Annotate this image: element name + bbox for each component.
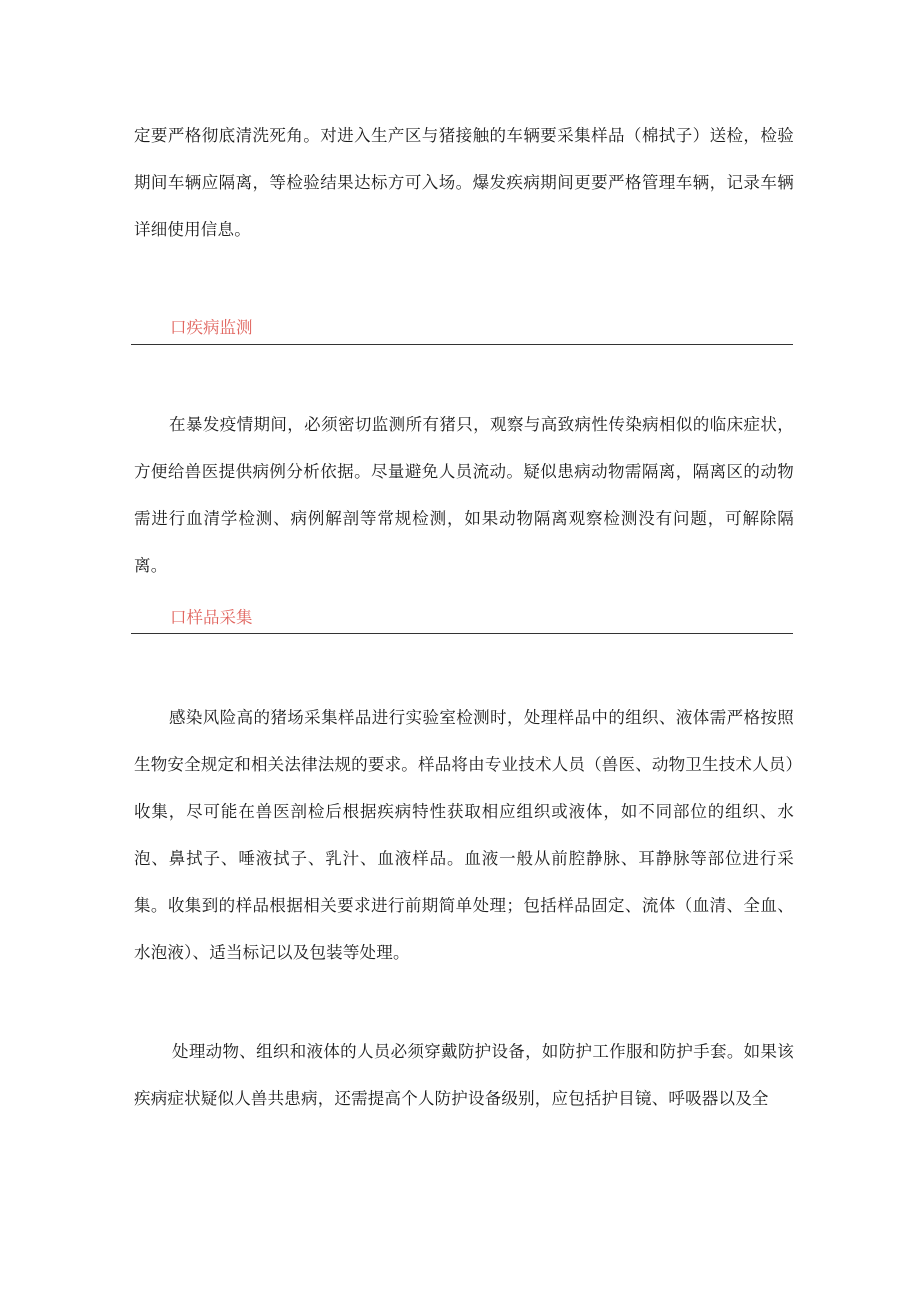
paragraph-vehicle-cleaning: 定要严格彻底清洗死角。对进入生产区与猪接触的车辆要采集样品（棉拭子）送检，检验期间车辆应隔离，等检验结果达标方可入场。爆发疾病期间更要严格管理车辆，记录车辆详细使用信息。 [134, 126, 794, 239]
section-heading-sample-collection: 口样品采集 [170, 608, 253, 627]
section-heading-disease-monitoring: 口疾病监测 [170, 318, 253, 337]
paragraph-protective-equipment: 处理动物、组织和液体的人员必须穿戴防护设备，如防护工作服和防护手套。如果该疾病症状疑似人兽共患病，还需提高个人防护设备级别，应包括护目镜、呼吸器以及全 [134, 1042, 794, 1108]
section-divider [131, 344, 793, 345]
paragraph-disease-monitoring: 在暴发疫情期间，必须密切监测所有猪只，观察与高致病性传染病相似的临床症状，方便给兽医提供病例分析依据。尽量避免人员流动。疑似患病动物需隔离，隔离区的动物需进行血清学检测、病例解剖等常规检测，如果动物隔离观察检测没有问题，可解除隔离。 [134, 415, 794, 575]
paragraph-sample-collection: 感染风险高的猪场采集样品进行实验室检测时，处理样品中的组织、液体需严格按照生物安全规定和相关法律法规的要求。样品将由专业技术人员（兽医、动物卫生技术人员）收集，尽可能在兽医剖检后根据疾病特性获取相应组织或液体，如不同部位的组织、水泡、鼻拭子、唾液拭子、乳汁、血液样品。血液一般从前腔静脉、耳静脉等部位进行采集。收集到的样品根据相关要求进行前期简单处理；包括样品固定、流体（血清、全血、水泡液）、适当标记以及包装等处理。 [134, 708, 794, 962]
section-divider [131, 633, 793, 634]
